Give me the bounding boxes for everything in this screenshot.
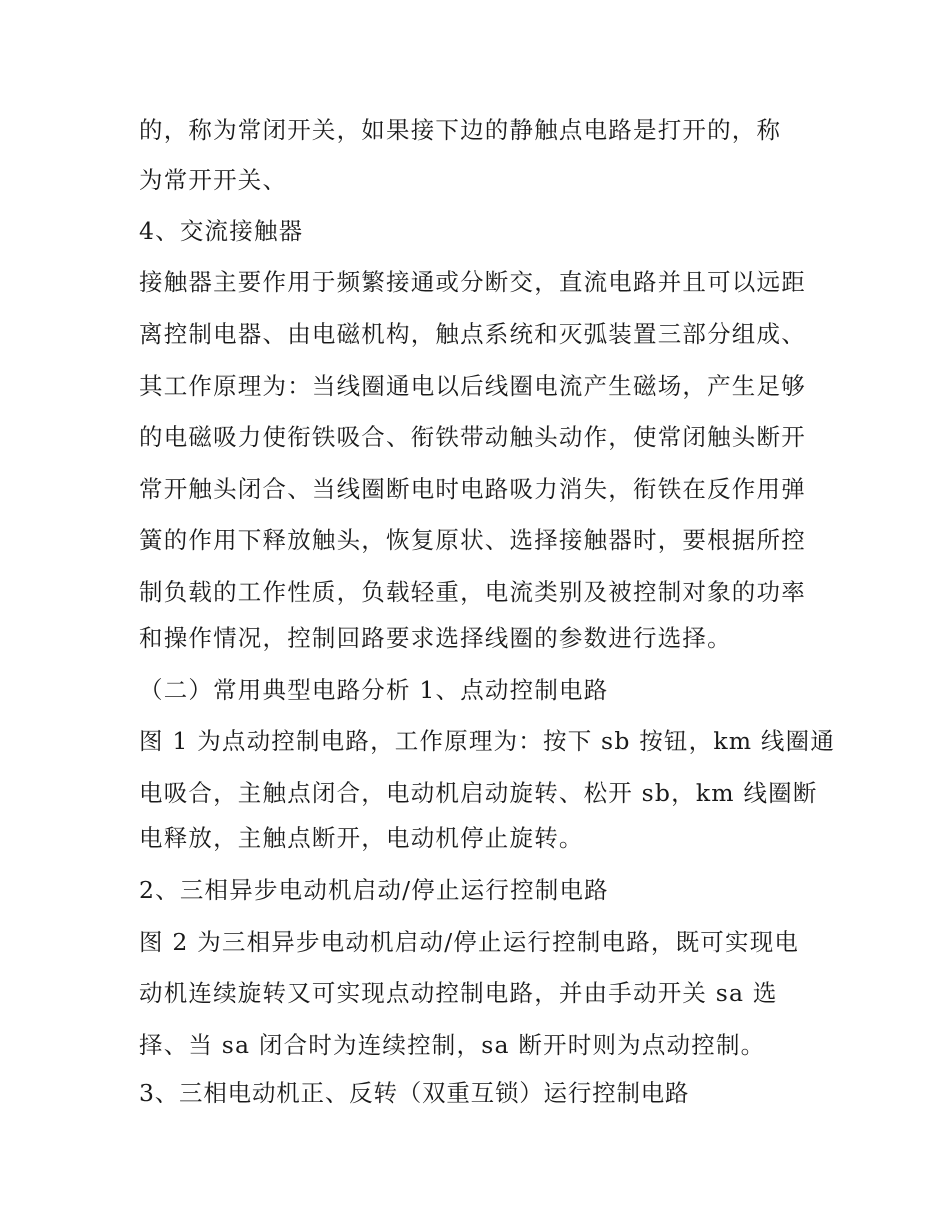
text-line: 为常开开关、 — [139, 166, 288, 194]
text-line: 电释放，主触点断开，电动机停止旋转。 — [139, 824, 584, 852]
section-heading: 3、三相电动机正、反转（双重互锁）运行控制电路 — [139, 1079, 690, 1107]
text-line: 其工作原理为：当线圈通电以后线圈电流产生磁场，产生足够 — [139, 372, 806, 400]
text-line: 制负载的工作性质，负载轻重，电流类别及被控制对象的功率 — [139, 578, 806, 606]
section-heading: 4、交流接触器 — [139, 217, 304, 245]
section-heading: （二）常用典型电路分析 1、点动控制电路 — [139, 676, 609, 704]
text-line: 和操作情况，控制回路要求选择线圈的参数进行选择。 — [139, 624, 732, 652]
text-line: 接触器主要作用于频繁接通或分断交，直流电路并且可以远距 — [139, 268, 806, 296]
text-line: 图 1 为点动控制电路，工作原理为：按下 sb 按钮，km 线圈通 — [139, 727, 836, 755]
text-line: 簧的作用下释放触头，恢复原状、选择接触器时，要根据所控 — [139, 526, 806, 554]
text-line: 的电磁吸力使衔铁吸合、衔铁带动触头动作，使常闭触头断开 — [139, 423, 806, 451]
text-line: 的，称为常闭开关，如果接下边的静触点电路是打开的，称 — [139, 116, 782, 144]
section-heading: 2、三相异步电动机启动/停止运行控制电路 — [139, 876, 609, 904]
text-line: 图 2 为三相异步电动机启动/停止运行控制电路，既可实现电 — [139, 928, 800, 956]
text-line: 动机连续旋转又可实现点动控制电路，并由手动开关 sa 选 — [139, 979, 778, 1007]
text-line: 电吸合，主触点闭合，电动机启动旋转、松开 sb，km 线圈断 — [139, 779, 818, 807]
text-line: 择、当 sa 闭合时为连续控制，sa 断开时则为点动控制。 — [139, 1031, 766, 1059]
text-line: 常开触头闭合、当线圈断电时电路吸力消失，衔铁在反作用弹 — [139, 475, 806, 503]
text-line: 离控制电器、由电磁机构，触点系统和灭弧装置三部分组成、 — [139, 320, 806, 348]
